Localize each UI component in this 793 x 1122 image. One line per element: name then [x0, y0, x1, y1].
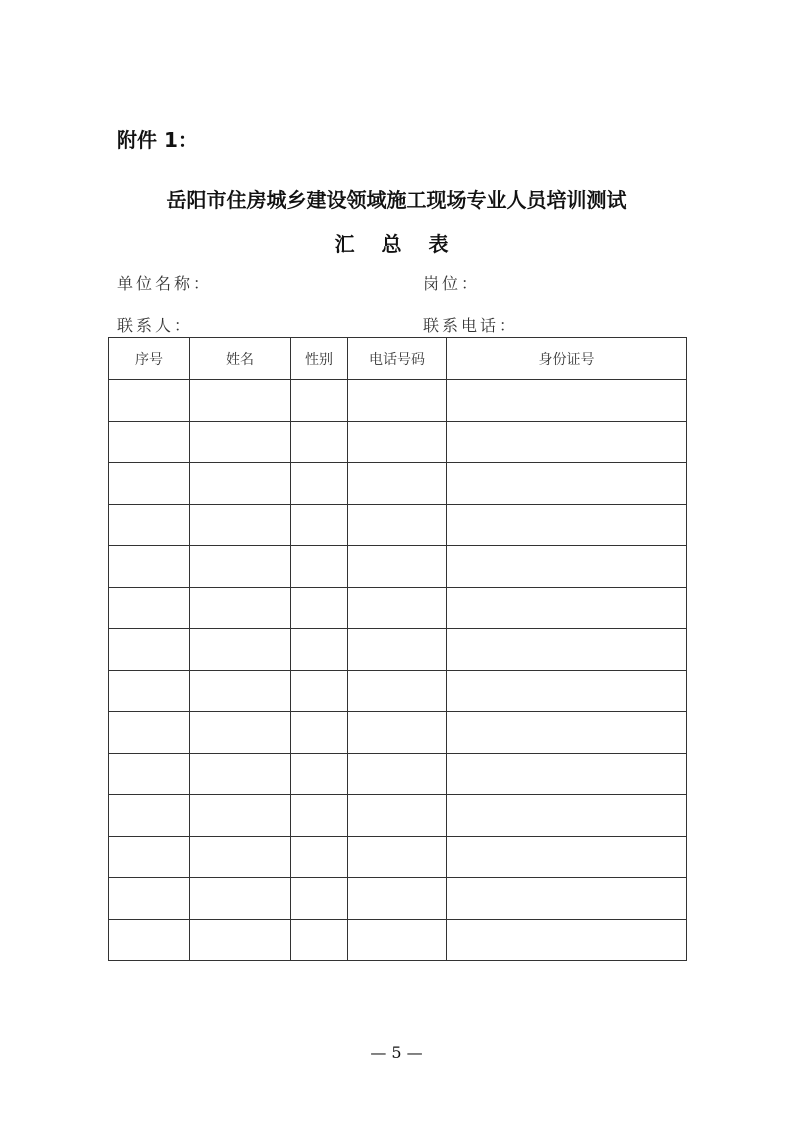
header-gender: 性别 [291, 338, 348, 380]
table-cell[interactable] [109, 919, 190, 961]
header-id-number: 身份证号 [447, 338, 687, 380]
table-cell[interactable] [190, 463, 291, 505]
table-row [109, 670, 687, 712]
table-cell[interactable] [190, 753, 291, 795]
attachment-label: 附件 1： [117, 128, 198, 152]
table-cell[interactable] [109, 753, 190, 795]
table-cell[interactable] [447, 836, 687, 878]
table-cell[interactable] [348, 587, 447, 629]
table-cell[interactable] [190, 421, 291, 463]
contact-person-label: 联系人： [117, 316, 194, 335]
header-phone: 电话号码 [348, 338, 447, 380]
table-cell[interactable] [447, 712, 687, 754]
table-cell[interactable] [291, 421, 348, 463]
table-cell[interactable] [447, 795, 687, 837]
table-cell[interactable] [348, 504, 447, 546]
table-row [109, 629, 687, 671]
table-cell[interactable] [291, 753, 348, 795]
table-cell[interactable] [109, 463, 190, 505]
table-cell[interactable] [190, 380, 291, 422]
table-cell[interactable] [291, 670, 348, 712]
table-row [109, 504, 687, 546]
document-title: 岳阳市住房城乡建设领域施工现场专业人员培训测试 [166, 188, 627, 212]
document-subtitle: 汇 总 表 [334, 232, 459, 256]
table-cell[interactable] [190, 712, 291, 754]
table-cell[interactable] [447, 463, 687, 505]
unit-name-label: 单位名称： [117, 274, 213, 293]
table-cell[interactable] [348, 712, 447, 754]
contact-phone-label: 联系电话： [423, 316, 519, 335]
table-header-row [109, 338, 687, 380]
table-cell[interactable] [447, 587, 687, 629]
header-name: 姓名 [190, 338, 291, 380]
table-cell[interactable] [291, 795, 348, 837]
table-row [109, 836, 687, 878]
table-row [109, 463, 687, 505]
table-cell[interactable] [190, 546, 291, 588]
table-cell[interactable] [109, 421, 190, 463]
table-cell[interactable] [190, 878, 291, 920]
table-cell[interactable] [291, 919, 348, 961]
table-cell[interactable] [190, 587, 291, 629]
table-row [109, 587, 687, 629]
table-cell[interactable] [190, 670, 291, 712]
table-cell[interactable] [109, 670, 190, 712]
table-cell[interactable] [190, 629, 291, 671]
table-cell[interactable] [291, 380, 348, 422]
table-cell[interactable] [447, 753, 687, 795]
header-index: 序号 [109, 338, 190, 380]
table-cell[interactable] [291, 836, 348, 878]
table-cell[interactable] [447, 878, 687, 920]
table-row [109, 421, 687, 463]
table-cell[interactable] [348, 421, 447, 463]
table-cell[interactable] [348, 836, 447, 878]
table-row [109, 753, 687, 795]
table-cell[interactable] [447, 629, 687, 671]
table-cell[interactable] [348, 463, 447, 505]
table-cell[interactable] [447, 380, 687, 422]
table-cell[interactable] [447, 670, 687, 712]
table-cell[interactable] [348, 670, 447, 712]
table-cell[interactable] [291, 878, 348, 920]
table-cell[interactable] [291, 712, 348, 754]
table-cell[interactable] [190, 919, 291, 961]
table-cell[interactable] [447, 421, 687, 463]
table-cell[interactable] [447, 504, 687, 546]
table-row [109, 795, 687, 837]
table-cell[interactable] [348, 380, 447, 422]
table-cell[interactable] [109, 504, 190, 546]
table-cell[interactable] [348, 919, 447, 961]
summary-table [108, 337, 687, 961]
table-cell[interactable] [109, 795, 190, 837]
table-row [109, 712, 687, 754]
table-cell[interactable] [190, 795, 291, 837]
table-cell[interactable] [291, 629, 348, 671]
table-row [109, 380, 687, 422]
table-cell[interactable] [348, 629, 447, 671]
table-cell[interactable] [109, 712, 190, 754]
table-cell[interactable] [291, 587, 348, 629]
table-cell[interactable] [348, 546, 447, 588]
table-cell[interactable] [109, 836, 190, 878]
table-cell[interactable] [190, 504, 291, 546]
table-cell[interactable] [109, 629, 190, 671]
table-row [109, 546, 687, 588]
table-cell[interactable] [447, 919, 687, 961]
table-cell[interactable] [291, 463, 348, 505]
table-cell[interactable] [109, 878, 190, 920]
table-cell[interactable] [348, 795, 447, 837]
table-cell[interactable] [109, 587, 190, 629]
table-cell[interactable] [109, 380, 190, 422]
table-cell[interactable] [190, 836, 291, 878]
table-cell[interactable] [109, 546, 190, 588]
position-label: 岗位： [423, 274, 481, 293]
table-row [109, 878, 687, 920]
table-cell[interactable] [348, 878, 447, 920]
table-cell[interactable] [447, 546, 687, 588]
table-cell[interactable] [291, 546, 348, 588]
page-number: — 5 — [370, 1043, 423, 1062]
table-row [109, 919, 687, 961]
table-cell[interactable] [291, 504, 348, 546]
table-cell[interactable] [348, 753, 447, 795]
